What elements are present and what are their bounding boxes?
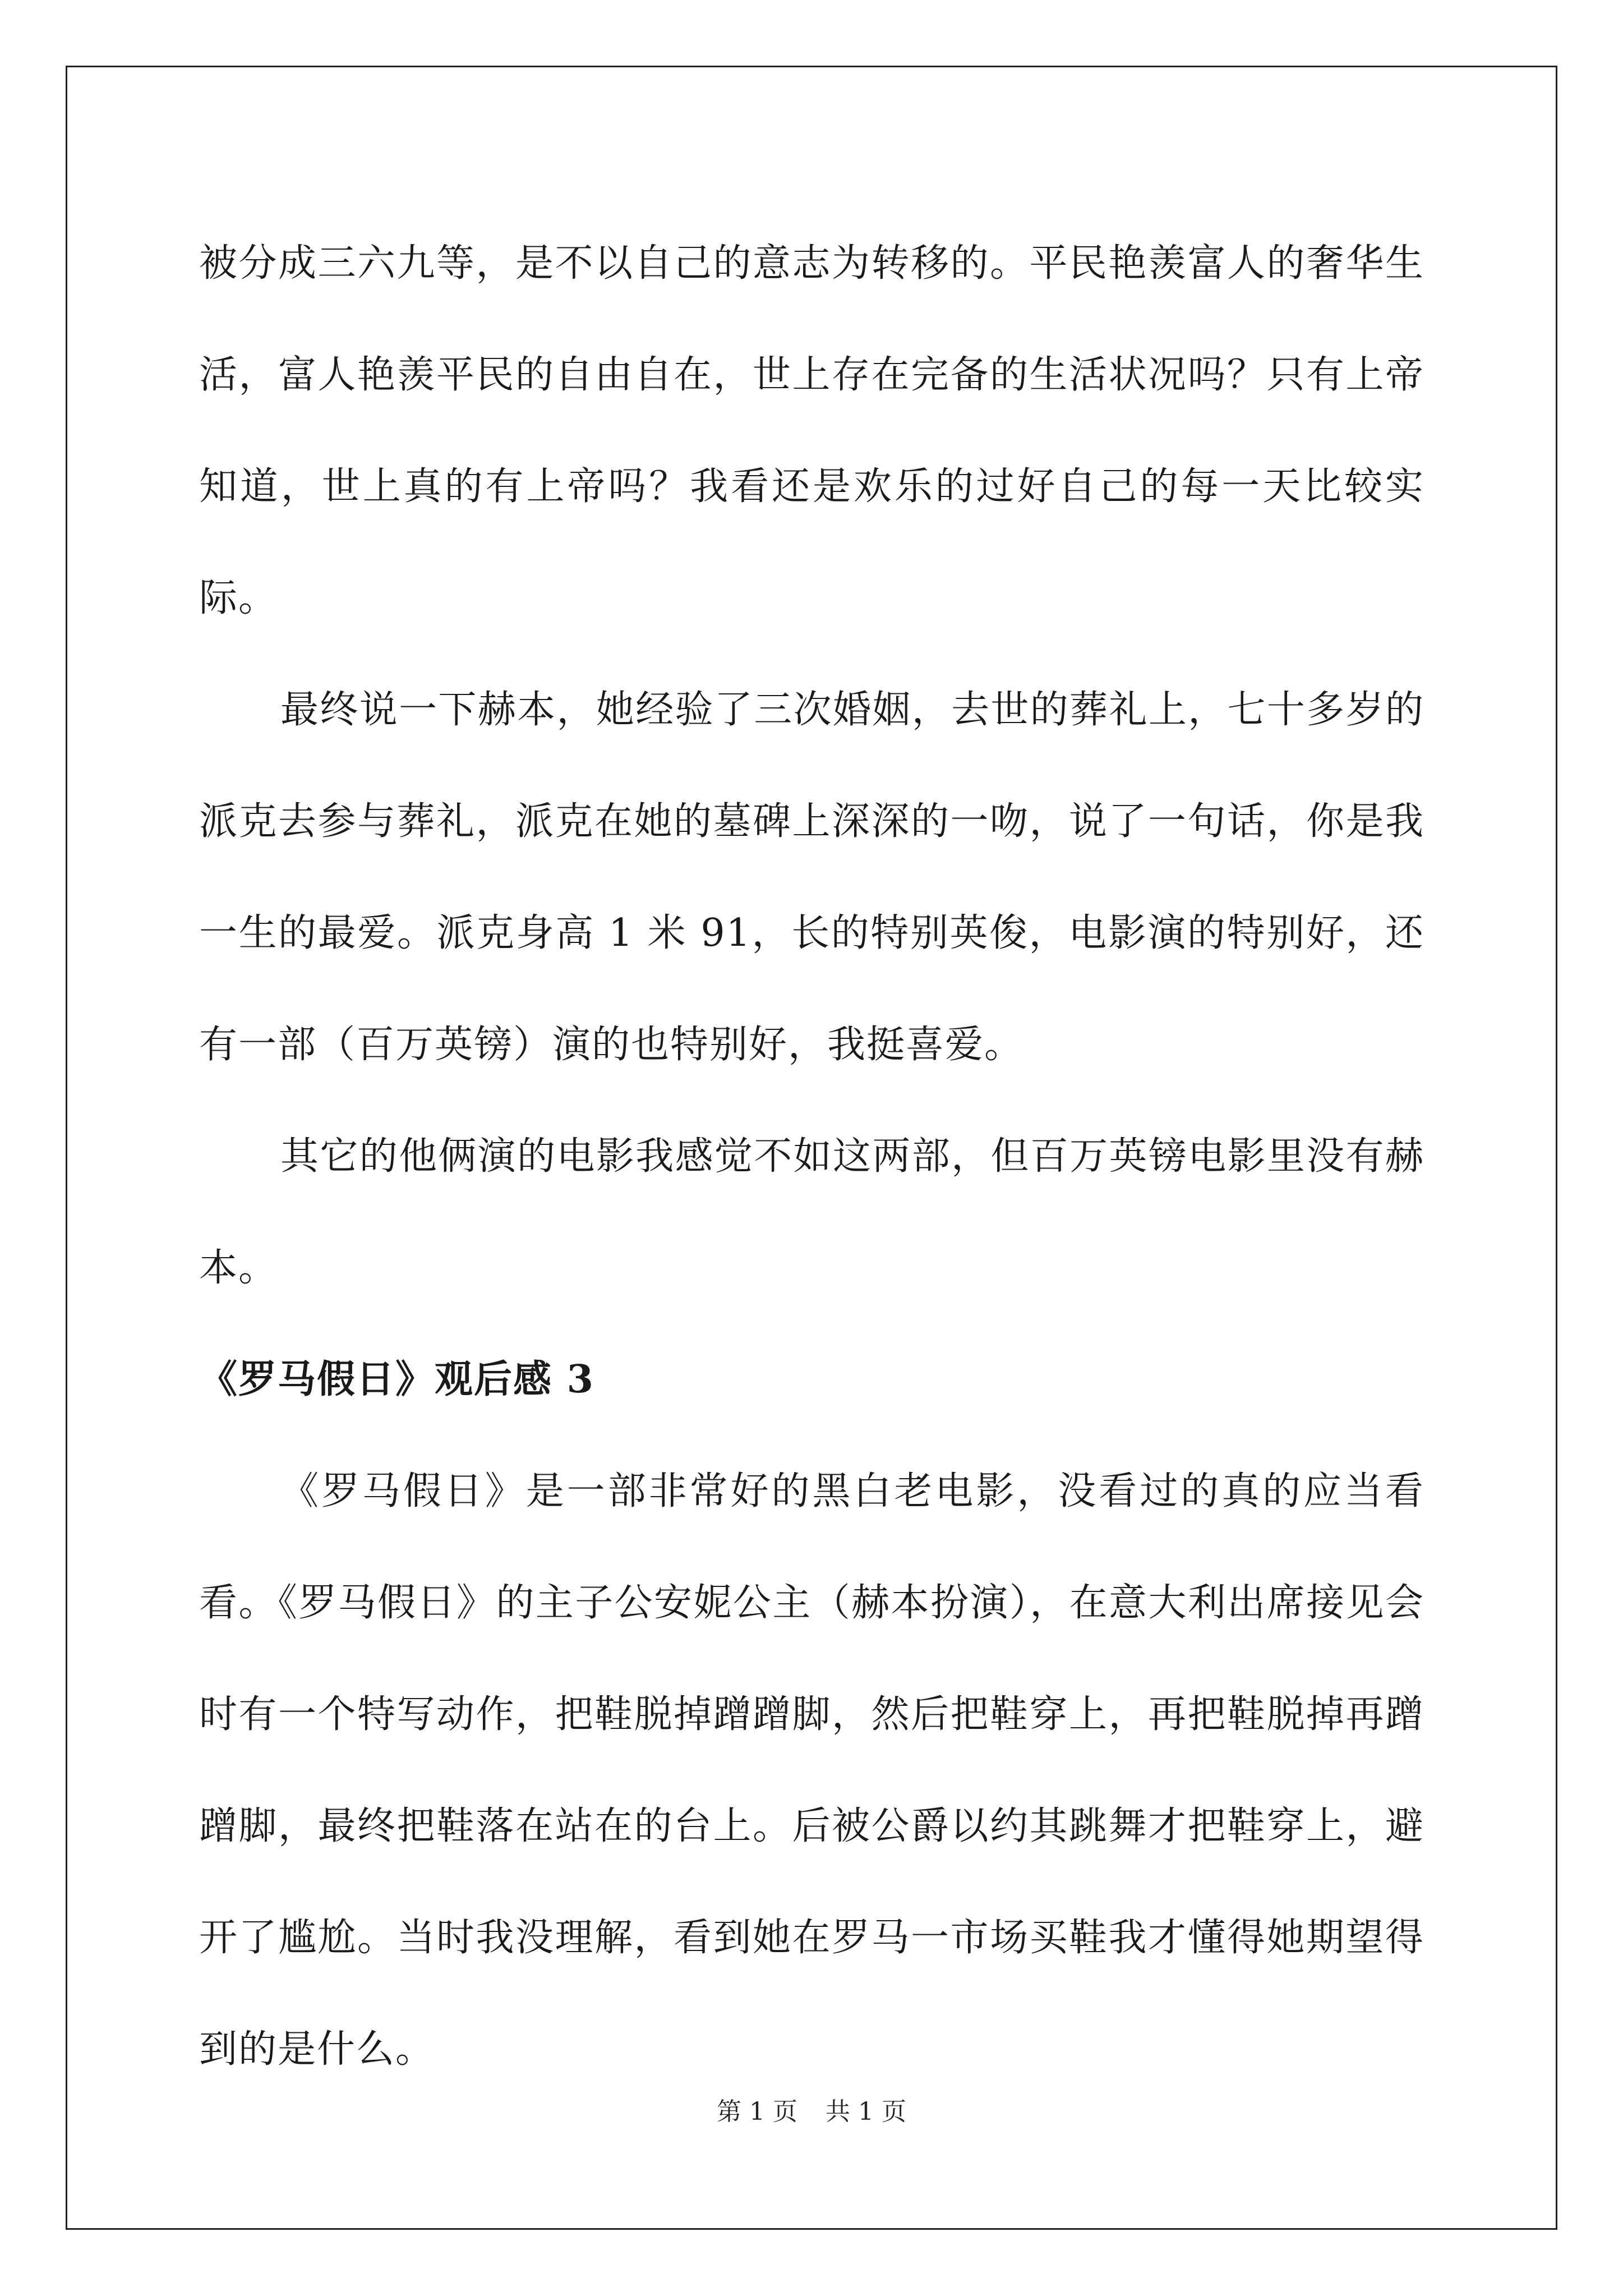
page-total: 共 1 页 (826, 2097, 906, 2126)
paragraph: 被分成三六九等，是不以自己的意志为转移的。平民艳羡富人的奢华生活，富人艳羡平民的自由自在，世上存在完备的生活状况吗？只有上帝知道，世上真的有上帝吗？我看还是欢乐的过好自己的每一天比较实际。 (199, 241, 1424, 620)
page-footer (0, 2095, 1623, 2129)
section-heading: 《罗马假日》观后感 3 (199, 1357, 594, 1402)
paragraph: 其它的他俩演的电影我感觉不如这两部，但百万英镑电影里没有赫本。 (199, 1134, 1424, 1290)
page-number: 第 1 页 (717, 2097, 797, 2126)
paragraph: 《罗马假日》是一部非常好的黑白老电影，没看过的真的应当看看。《罗马假日》的主子公安妮公主（赫本扮演），在意大利出席接见会时有一个特写动作，把鞋脱掉蹭蹭脚，然后把鞋穿上，再把鞋脱掉再蹭蹭脚，最终把鞋落在站在的台上。后被公爵以约其跳舞才把鞋穿上，避开了尴尬。当时我没理解，看到她在罗马一市场买鞋我才懂得她期望得到的是什么。 (199, 1469, 1424, 2072)
document-body (199, 208, 1424, 2105)
paragraph: 最终说一下赫本，她经验了三次婚姻，去世的葬礼上，七十多岁的派克去参与葬礼，派克在她的墓碑上深深的一吻，说了一句话，你是我一生的最爱。派克身高 1 米 91，长的特别英俊，电影演的特别好，还有一部（百万英镑）演的也特别好，我挺喜爱。 (199, 688, 1424, 1067)
